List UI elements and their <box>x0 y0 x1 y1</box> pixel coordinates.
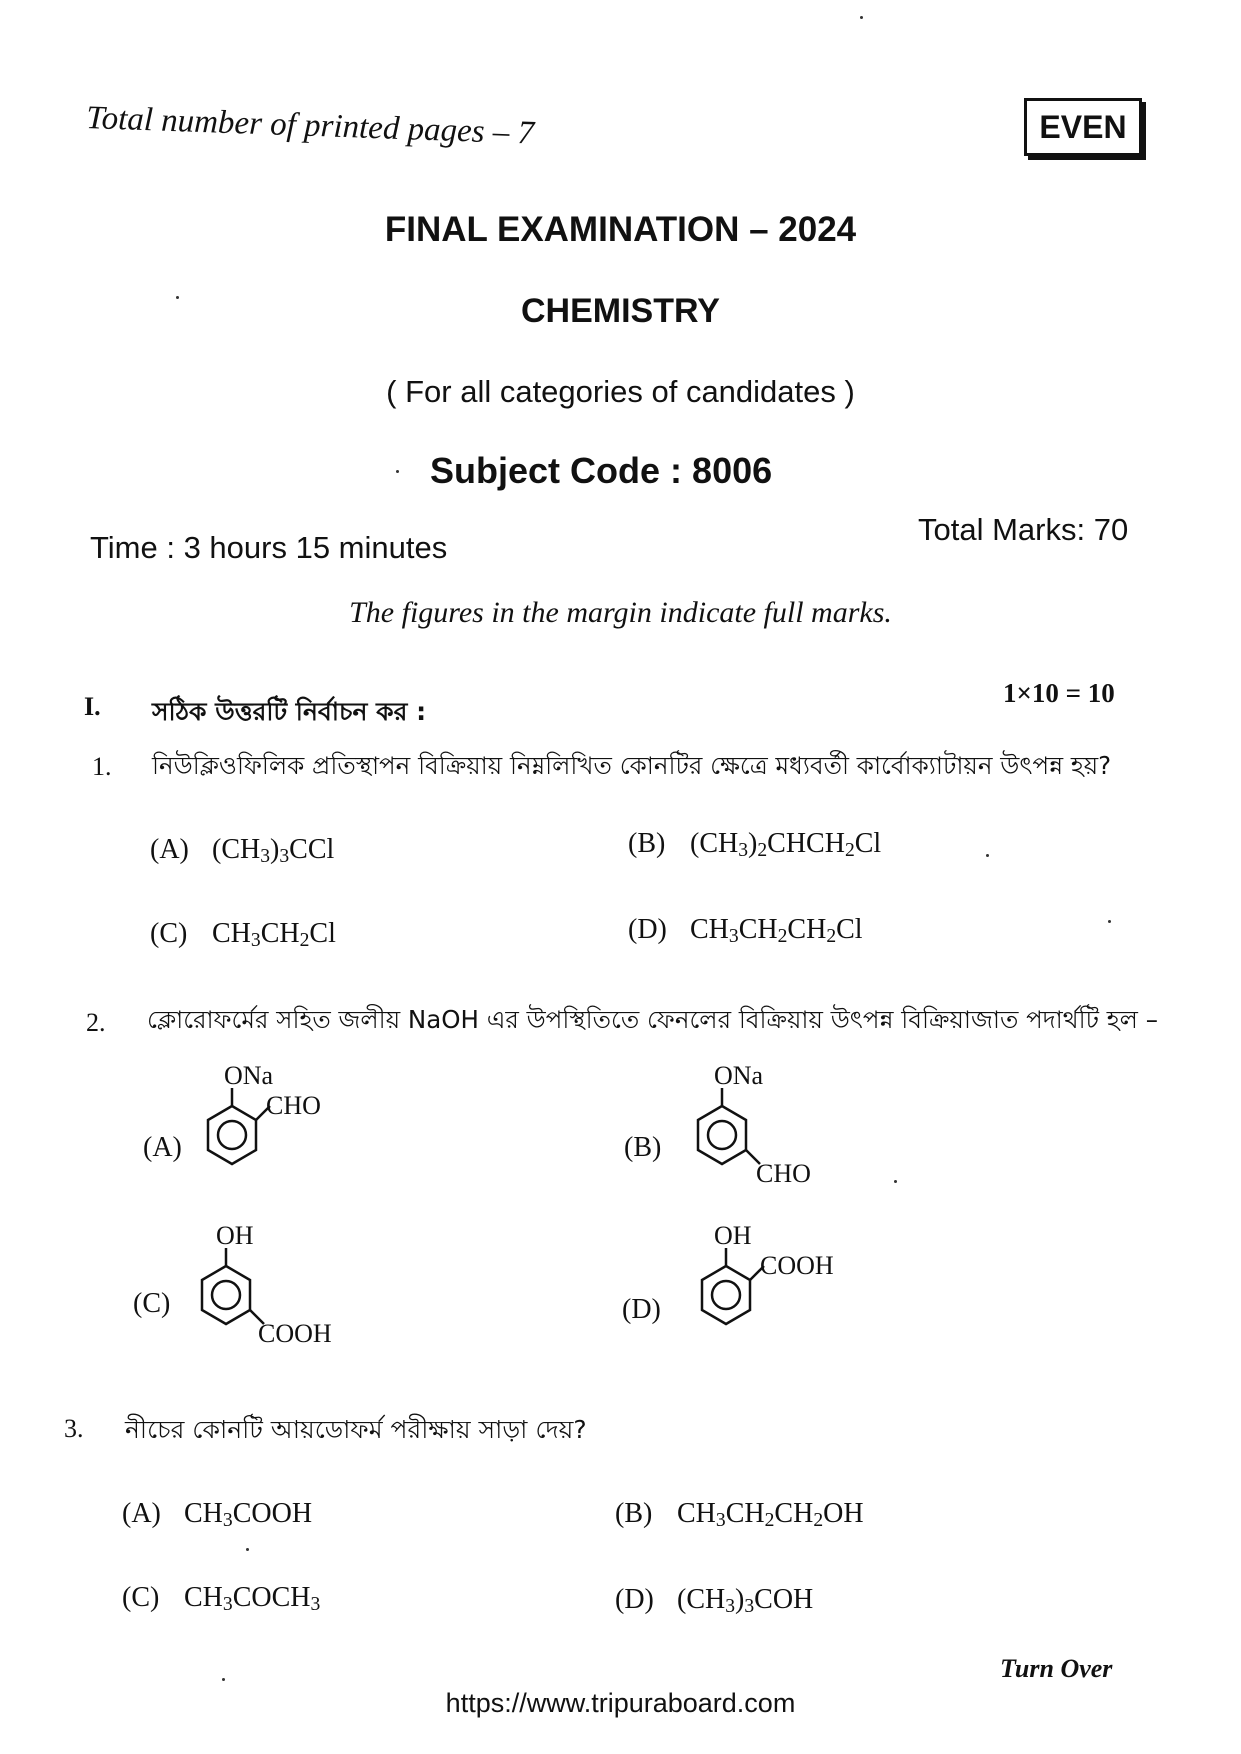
q1-option-b <box>628 828 881 862</box>
subject-code-label: Subject Code : <box>430 450 683 491</box>
q1-option-c-formula: $CH_3CH_2Cl$ <box>212 918 336 951</box>
q1-option-a <box>150 834 334 868</box>
set-badge-label: EVEN <box>1039 108 1127 145</box>
q1-option-c-label: (C) <box>150 918 188 949</box>
q3-option-a-formula: $CH_3COOH$ <box>184 1498 313 1531</box>
benzene-ring <box>698 1106 746 1164</box>
question-3-text: নীচের কোনটি আয়ডোফর্ম পরীক্ষায় সাড়া দেয়? <box>125 1415 587 1444</box>
q3-option-a-label: (A) <box>122 1498 161 1529</box>
q2d-top-group: OH <box>714 1221 752 1250</box>
footer-url[interactable]: https://www.tripuraboard.com <box>445 1688 796 1718</box>
q3-option-d <box>615 1584 813 1618</box>
exam-title: FINAL EXAMINATION – 2024 <box>384 210 857 249</box>
section-marks: 1×10 = 10 <box>1003 678 1115 708</box>
section-instruction: সঠিক উত্তরটি নির্বাচন কর : <box>152 697 427 726</box>
question-2-number: 2. <box>86 1008 106 1037</box>
benzene-ring <box>202 1266 250 1324</box>
time-allowed: Time : 3 hours 15 minutes <box>90 530 448 565</box>
question-1-text: নিউক্লিওফিলিক প্রতিস্থাপন বিক্রিয়ায় নিম্নলিখিত কোনটির ক্ষেত্রে মধ্যবর্তী কার্বোক্যাটায়ন উৎপন্ন হয়? <box>152 751 1112 780</box>
q2-option-a-structure <box>196 1062 366 1186</box>
total-marks: Total Marks: 70 <box>918 512 1129 547</box>
q1-option-d <box>628 914 863 948</box>
turn-over-note: Turn Over <box>1000 1654 1113 1683</box>
q2a-side-group: CHO <box>266 1091 321 1120</box>
q3-option-c-formula: $CH_3COCH_3$ <box>184 1582 321 1615</box>
section-number: I. <box>84 692 101 721</box>
q2-option-d-label: (D) <box>622 1294 661 1325</box>
q1-option-d-formula: $CH_3CH_2CH_2Cl$ <box>690 914 863 947</box>
scan-speck <box>176 296 179 299</box>
subject-name: CHEMISTRY <box>521 292 720 330</box>
scan-speck <box>396 470 399 473</box>
q2c-top-group: OH <box>216 1221 254 1250</box>
scan-speck <box>860 16 863 19</box>
q2b-top-group: ONa <box>714 1061 764 1090</box>
q2-option-c-structure <box>190 1222 360 1366</box>
q2-option-c-label: (C) <box>133 1288 171 1319</box>
q3-option-d-label: (D) <box>615 1584 654 1615</box>
q2a-top-group: ONa <box>224 1061 274 1090</box>
benzene-ring <box>702 1266 750 1324</box>
q1-option-b-formula: $(CH_3)_2CHCH_2Cl$ <box>690 828 882 861</box>
scan-speck <box>246 1548 249 1551</box>
q2c-side-group: COOH <box>258 1319 332 1348</box>
scan-speck <box>1108 920 1111 923</box>
benzene-ring <box>208 1106 256 1164</box>
q2d-side-group: COOH <box>760 1251 834 1280</box>
set-badge <box>1024 98 1142 156</box>
question-2-text: ক্লোরোফর্মের সহিত জলীয় NaOH এর উপস্থিতিতে ফেনলের বিক্রিয়ায় উৎপন্ন বিক্রিয়াজাত পদার্থটি হল – <box>147 1005 1158 1034</box>
candidates-note: ( For all categories of candidates ) <box>386 374 855 409</box>
q2-option-b-structure <box>686 1062 856 1206</box>
aromatic-circle <box>712 1281 740 1309</box>
q3-option-b <box>615 1498 864 1532</box>
q3-option-c <box>122 1582 320 1616</box>
question-3-number: 3. <box>64 1414 84 1443</box>
q3-option-d-formula: $(CH_3)_3COH$ <box>677 1584 814 1617</box>
q2b-side-group: CHO <box>756 1159 811 1188</box>
q1-option-b-label: (B) <box>628 828 666 859</box>
scan-speck <box>894 1180 897 1183</box>
q2-option-d-structure <box>690 1222 860 1356</box>
aromatic-circle <box>212 1281 240 1309</box>
q1-option-d-label: (D) <box>628 914 667 945</box>
q3-option-b-formula: $CH_3CH_2CH_2OH$ <box>677 1498 864 1531</box>
subject-code-value: 8006 <box>692 450 773 491</box>
q1-option-c <box>150 918 336 952</box>
q1-option-a-label: (A) <box>150 834 189 865</box>
aromatic-circle <box>218 1121 246 1149</box>
scan-speck <box>986 854 989 857</box>
q2-option-b-label: (B) <box>624 1132 662 1163</box>
question-1-number: 1. <box>92 752 112 781</box>
printed-pages-note: Total number of printed pages – 7 <box>85 100 535 152</box>
scan-speck <box>222 1678 225 1681</box>
q1-option-a-formula: $(CH_3)_3CCl$ <box>212 834 335 867</box>
subject-code-line <box>430 450 772 492</box>
q3-option-c-label: (C) <box>122 1582 160 1613</box>
q3-option-b-label: (B) <box>615 1498 653 1529</box>
q2-option-a-label: (A) <box>143 1132 182 1163</box>
marks-note: The figures in the margin indicate full marks. <box>349 596 892 629</box>
aromatic-circle <box>708 1121 736 1149</box>
q3-option-a <box>122 1498 312 1532</box>
